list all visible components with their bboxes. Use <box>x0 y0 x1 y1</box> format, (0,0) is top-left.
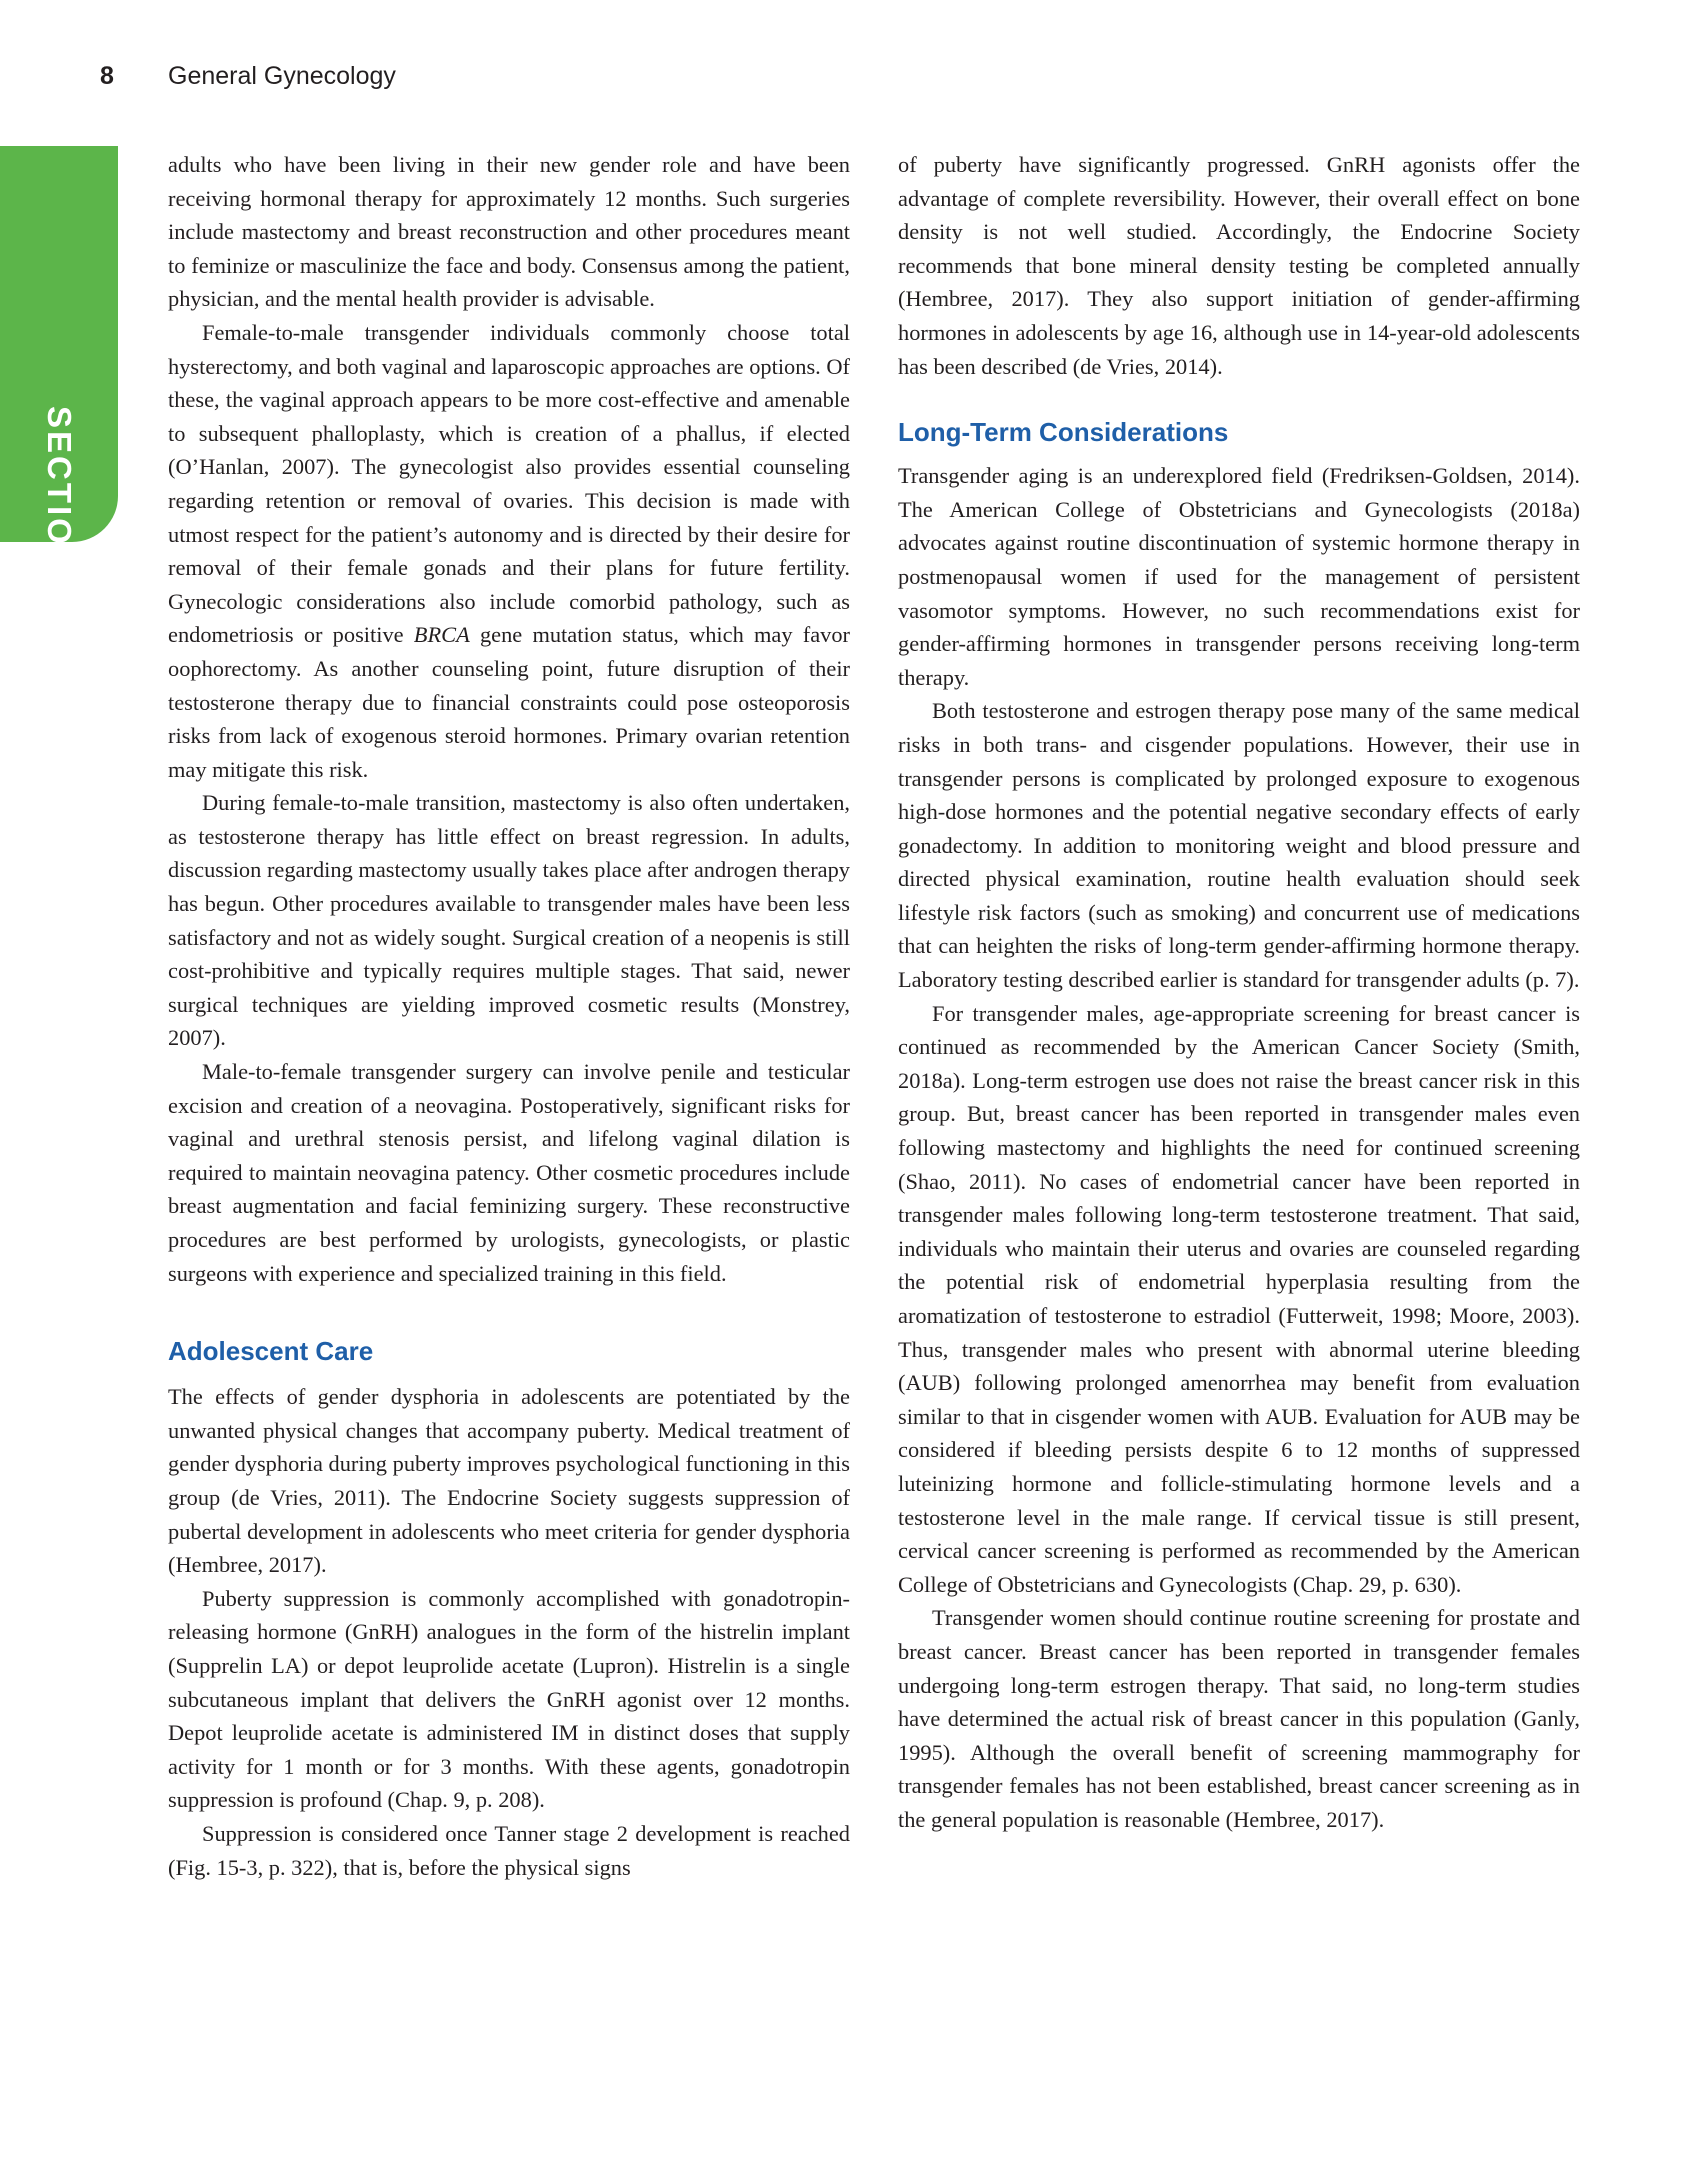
paragraph: For transgender males, age-appropriate screening for breast cancer is continued as recommended by the American Cancer Society (Smith, 2018a). Long-term estrogen use does not raise the breast cancer risk in this group. But, breast cancer has been reported in transgender males even following mastectomy and highlights the need for continued screening (Shao, 2011). No cases of endometrial cancer have been reported in transgender males following long-term testosterone treatment. That said, individuals who maintain their uterus and ovaries are counseled regarding the potential risk of endometrial hyperplasia resulting from the aromatization of testosterone to estradiol (Futterweit, 1998; Moore, 2003). Thus, transgender males who present with abnormal uterine bleeding (AUB) following prolonged amenorrhea may benefit from evaluation similar to that in cisgender women with AUB. Evaluation for AUB may be considered if bleeding persists despite 6 to 12 months of suppressed luteinizing hormone and follicle-stimulating hormone levels and a testosterone level in the male range. If cervical tissue is still present, cervical cancer screening is performed as recommended by the American College of Obstetricians and Gynecologists (Chap. 29, p. 630). <box>898 1000 1580 1597</box>
paragraph: During female-to-male transition, mastectomy is also often undertaken, as testosterone therapy has little effect on breast regression. In adults, discussion regarding mastectomy usually takes place after androgen therapy has begun. Other procedures available to transgender males have been less satisfactory and not as widely sought. Surgical creation of a neopenis is still cost-prohibitive and typically requires multiple stages. That said, newer surgical techniques are yielding improved cosmetic results (Monstrey, 2007). <box>168 790 850 1051</box>
paragraph: Transgender aging is an underexplored field (Fredriksen-Goldsen, 2014). The American College of Obstetricians and Gynecologists (2018a) advocates against routine discontinuation of systemic hormone therapy in postmenopausal women if used for the management of persistent vasomotor symptoms. However, no such recommendations exist for gender-affirming hormones in transgender persons receiving long-term therapy. <box>898 463 1580 690</box>
paragraph: adults who have been living in their new gender role and have been receiving hormonal therapy for approximately 12 months. Such surgeries include mastectomy and breast reconstruction and other procedures meant to feminize or masculinize the face and body. Consensus among the patient, physician, and the mental health provider is advisable. <box>168 152 850 312</box>
paragraph: Male-to-female transgender surgery can involve penile and testicular excision and creation of a neovagina. Postoperatively, significant risks for vaginal and urethral stenosis persist, and lifelong vaginal dilation is required to maintain neovagina patency. Other cosmetic procedures include breast augmentation and facial feminizing surgery. These reconstructive procedures are best performed by urologists, gynecologists, or plastic surgeons with experience and specialized training in this field. <box>168 1059 850 1286</box>
paragraph: Transgender women should continue routine screening for prostate and breast cancer. Breast cancer has been reported in transgender females undergoing long-term estrogen therapy. That said, no long-term studies have determined the actual risk of breast cancer in this population (Ganly, 1995). Although the overall benefit of screening mammography for transgender females has not been established, breast cancer screening as in the general population is reasonable (Hembree, 2017). <box>898 1605 1580 1832</box>
section-heading: Long-Term Considerations <box>898 417 1229 448</box>
page-number: 8 <box>100 62 114 90</box>
section-tab-label: SECTION 1 <box>41 406 78 608</box>
left-column <box>168 148 850 1884</box>
paragraph: of puberty have significantly progressed. GnRH agonists offer the advantage of complete reversibility. However, their overall effect on bone density is not well studied. Accordingly, the Endocrine Society recommends that bone mineral density testing be completed annually (Hembree, 2017). They also support initiation of gender-affirming hormones in adolescents by age 16, although use in 14-year-old adolescents has been described (de Vries, 2014). <box>898 152 1580 379</box>
paragraph <box>168 316 850 786</box>
section-tab <box>0 146 118 608</box>
paragraph: Puberty suppression is commonly accomplished with gonadotropin-releasing hormone (GnRH) analogues in the form of the histrelin implant (Supprelin LA) or depot leuprolide acetate (Lupron). Histrelin is a single subcutaneous implant that delivers the GnRH agonist over 12 months. Depot leuprolide acetate is administered IM in distinct doses that supply activity for 1 month or for 3 months. With these agents, gonadotropin suppression is profound (Chap. 9, p. 208). <box>168 1585 850 1813</box>
paragraph: Both testosterone and estrogen therapy pose many of the same medical risks in both trans- and cisgender populations. However, their use in transgender persons is complicated by prolonged exposure to exogenous high-dose hormones and the potential negative secondary effects of early gonadectomy. In addition to monitoring weight and blood pressure and directed physical examination, routine health evaluation should seek lifestyle risk factors (such as smoking) and concurrent use of medications that can heighten the risks of long-term gender-affirming hormone therapy. Laboratory testing described earlier is standard for transgender adults (p. 7). <box>898 698 1580 993</box>
right-column <box>898 148 1580 1837</box>
paragraph: Suppression is considered once Tanner stage 2 development is reached (Fig. 15-3, p. 322), that is, before the physical signs <box>168 1820 850 1880</box>
running-head: General Gynecology <box>168 62 396 90</box>
section-heading: Adolescent Care <box>168 1336 374 1367</box>
text-run: gene mutation status, which may favor oophorectomy. As another counseling point, future disruption of their testosterone therapy due to financial constraints could pose osteoporosis risks from lack of exogenous steroid hormones. Primary ovarian retention may mitigate this risk. <box>168 622 850 782</box>
text-run: Female-to-male transgender individuals commonly choose total hysterectomy, and both vaginal and laparoscopic approaches are options. Of these, the vaginal approach appears to be more cost-effective and amenable to subsequent phalloplasty, which is creation of a phallus, if elected (O’Hanlan, 2007). The gynecologist also provides essential counseling regarding retention or removal of ovaries. This decision is made with utmost respect for the patient’s autonomy and is directed by their desire for removal of their female gonads and their plans for future fertility. Gynecologic considerations also include comorbid pathology, such as endometriosis or positive <box>168 319 850 648</box>
paragraph: The effects of gender dysphoria in adolescents are potentiated by the unwanted physical changes that accompany puberty. Medical treatment of gender dysphoria during puberty improves psychological functioning in this group (de Vries, 2011). The Endocrine Society suggests suppression of pubertal development in adolescents who meet criteria for gender dysphoria (Hembree, 2017). <box>168 1384 850 1578</box>
italic-gene-name: BRCA <box>413 622 470 648</box>
